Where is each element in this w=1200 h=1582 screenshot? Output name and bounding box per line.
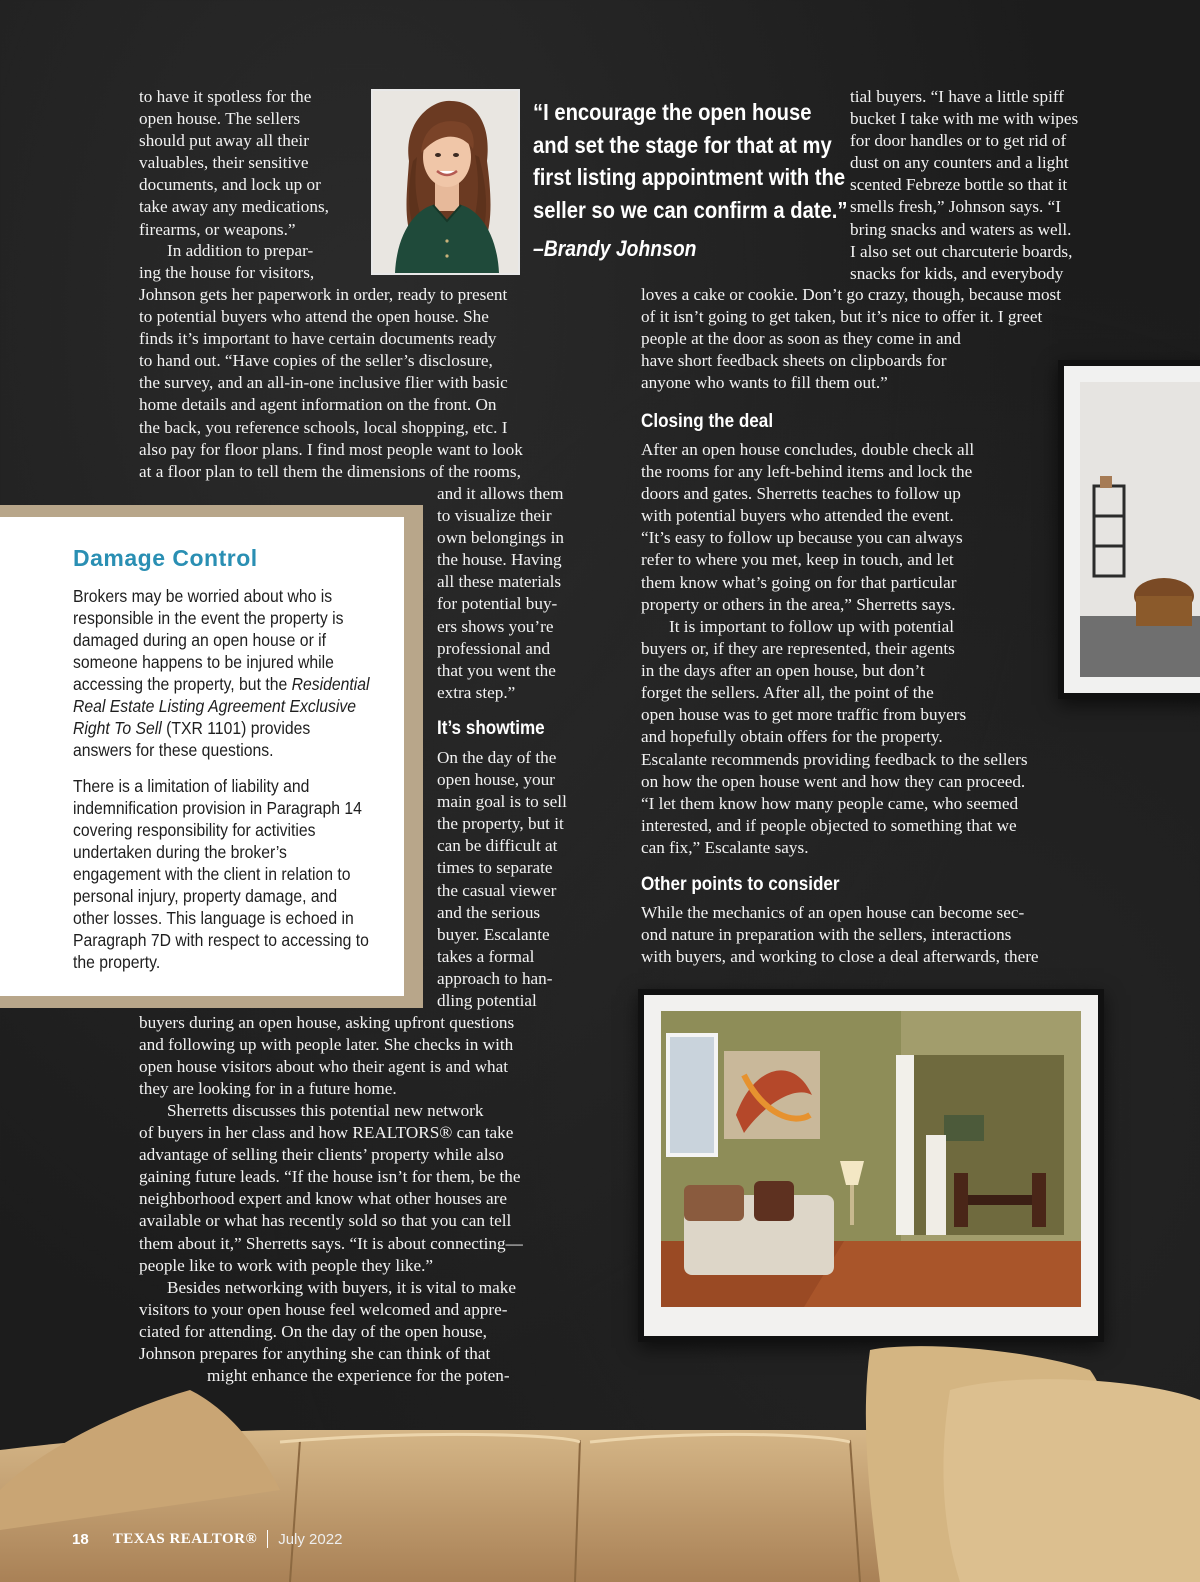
text-line: dust on any counters and a light <box>850 153 1069 173</box>
text-line: buyer. Escalante <box>437 924 550 944</box>
text-line: property or others in the area,” Sherretts says. <box>641 594 956 614</box>
text-line: the rooms for any left-behind items and lock the <box>641 462 973 482</box>
text-line: ond nature in preparation with the sellers, interactions <box>641 925 1012 945</box>
magazine-name: TEXAS REALTOR® <box>112 1530 258 1547</box>
text-line: take away any medications, <box>139 197 329 217</box>
text-line: Sherretts discusses this potential new network <box>167 1101 484 1120</box>
col1-last-line: might enhance the experience for the poten- <box>207 1366 510 1385</box>
text-line: neighborhood expert and know what other houses are <box>139 1189 507 1209</box>
col3-top <box>850 86 1130 285</box>
text-line: smells fresh,” Johnson says. “I <box>850 197 1061 217</box>
text-line: the casual viewer <box>437 880 557 900</box>
text-line: advantage of selling their clients’ property while also <box>139 1145 504 1165</box>
col1-p2-wide <box>139 284 599 483</box>
text-line: on how the open house went and how they can proceed. <box>641 771 1026 791</box>
text-line: bring snacks and waters as well. <box>850 219 1072 239</box>
text-line: On the day of the <box>437 748 557 767</box>
text-line: ciated for attending. On the day of the open house, <box>139 1322 487 1342</box>
text-line: times to separate <box>437 858 553 878</box>
col1-bottom <box>139 1012 599 1100</box>
quote-line: first listing appointment with the <box>533 164 846 190</box>
text-line: “It’s easy to follow up because you can always <box>641 528 963 548</box>
closing-p2 <box>641 616 1121 859</box>
text-line: ing the house for visitors, <box>139 263 315 283</box>
sidebar-body <box>73 585 370 987</box>
text-line: people at the door as soon as they come in and <box>641 329 961 349</box>
showtime-heading: It’s showtime <box>437 718 545 739</box>
text-line: should put away all their <box>139 131 309 151</box>
text-line: While the mechanics of an open house can become sec- <box>641 903 1025 922</box>
text-line: to have it spotless for the <box>139 87 312 106</box>
pull-quote <box>533 96 848 226</box>
text-line: the survey, and an all-in-one inclusive flier with basic <box>139 373 508 393</box>
text-line: tial buyers. “I have a little spiff <box>850 87 1064 106</box>
other-p <box>641 902 1121 968</box>
quote-line: “I encourage the open house <box>533 99 812 125</box>
text-line: for door handles or to get rid of <box>850 131 1067 151</box>
text-line: can fix,” Escalante says. <box>641 837 809 857</box>
text-line: and it allows them <box>437 484 564 503</box>
text-line: at a floor plan to tell them the dimensions of the rooms, <box>139 461 521 481</box>
text-line: main goal is to sell <box>437 792 567 812</box>
showtime-text <box>437 747 597 1012</box>
text-line: refer to where you met, keep in touch, and let <box>641 550 954 570</box>
issue-date: July 2022 <box>278 1530 343 1548</box>
text-line: with potential buyers who attended the event. <box>641 506 954 526</box>
sidebar-title: Damage Control <box>73 545 258 571</box>
text-line: the back, you reference schools, local shopping, etc. I <box>139 417 508 437</box>
text-line: and following up with people later. She checks in with <box>139 1035 514 1055</box>
text-line: documents, and lock up or <box>139 175 321 195</box>
text-line: “I let them know how many people came, who seemed <box>641 793 1019 813</box>
text-line: they are looking for in a future home. <box>139 1079 397 1099</box>
text-line: to hand out. “Have copies of the seller’s disclosure, <box>139 351 493 371</box>
text-line: in the days after an open house, but don’t <box>641 661 925 681</box>
text-line: also pay for floor plans. I find most people want to look <box>139 439 523 459</box>
text-line: can be difficult at <box>437 836 558 856</box>
col1-p2-narrow <box>139 240 364 284</box>
text-line: and hopefully obtain offers for the property. <box>641 727 943 747</box>
framed-photo-right <box>1058 360 1200 699</box>
damage-control-sidebar <box>0 517 404 996</box>
col1-p2-right <box>437 483 597 704</box>
page-number: 18 <box>72 1530 89 1548</box>
sidebar-paragraph-1 <box>73 585 373 761</box>
text-line: own belongings in <box>437 528 564 548</box>
text-line: to visualize their <box>437 506 552 526</box>
text-line: to potential buyers who attend the open house. She <box>139 307 489 327</box>
text-line: Besides networking with buyers, it is vital to make <box>167 1278 516 1297</box>
text-line: firearms, or weapons.” <box>139 219 296 239</box>
text-line: valuables, their sensitive <box>139 153 309 173</box>
text-line: open house. The sellers <box>139 109 301 129</box>
text-line: open house visitors about who their agent is and what <box>139 1057 508 1077</box>
living-room-photo <box>1064 366 1200 693</box>
text-line: finds it’s important to have certain documents ready <box>139 329 497 349</box>
sidebar-p1-text: Brokers may be worried about who is responsible in the event the property is damaged during an open house or if someone happens to be injured while accessing the property, but the <box>73 586 344 694</box>
sidebar-p1-after: (TXR 1101) provides answers for these questions. <box>73 718 311 760</box>
text-line: open house, your <box>437 770 555 790</box>
headshot-photo <box>371 89 520 275</box>
text-line: and the serious <box>437 902 541 922</box>
text-line: the property, but it <box>437 814 564 834</box>
text-line: extra step.” <box>437 682 516 702</box>
brandy-johnson-portrait <box>373 91 518 273</box>
text-line: that you went the <box>437 660 556 680</box>
other-heading: Other points to consider <box>641 874 840 895</box>
text-line: loves a cake or cookie. Don’t go crazy, though, because most <box>641 285 1062 304</box>
text-line: for potential buy- <box>437 594 558 614</box>
sidebar-paragraph-2: There is a limitation of liability and indemnification provision in Paragraph 14 covering responsibility for activities undertaken during the broker’s engagement with the client in relation to personal injury, property damage, and other losses. This language is echoed in Paragraph 7D with respect to accessing to the property. <box>73 776 369 972</box>
quote-author: –Brandy Johnson <box>533 236 697 261</box>
text-line: buyers or, if they are represented, their agents <box>641 639 955 659</box>
text-line: anyone who wants to fill them out.” <box>641 373 888 393</box>
text-line: visitors to your open house feel welcomed and appre- <box>139 1300 508 1320</box>
text-line: It is important to follow up with potential <box>669 617 954 636</box>
quote-line: seller so we can confirm a date.” <box>533 196 848 223</box>
closing-heading: Closing the deal <box>641 411 774 432</box>
text-line: home details and agent information on the front. On <box>139 395 497 415</box>
text-line: the house. Having <box>437 550 562 570</box>
text-line: bucket I take with me with wipes <box>850 109 1079 129</box>
quote-line: and set the stage for that at my <box>533 131 832 158</box>
text-line: available or what has recently sold so that you can tell <box>139 1211 512 1231</box>
text-line: dling potential <box>437 991 537 1011</box>
text-line: professional and <box>437 638 551 658</box>
text-line: with buyers, and working to close a deal afterwards, there <box>641 947 1039 967</box>
text-line: After an open house concludes, double check all <box>641 440 975 459</box>
text-line: snacks for kids, and everybody <box>850 263 1064 283</box>
text-line: Johnson gets her paperwork in order, ready to present <box>139 285 508 304</box>
text-line: Escalante recommends providing feedback to the sellers <box>641 749 1028 769</box>
text-line: of it isn’t going to get taken, but it’s nice to offer it. I greet <box>641 307 1043 327</box>
text-line: buyers during an open house, asking upfront questions <box>139 1013 515 1032</box>
text-line: I also set out charcuterie boards, <box>850 241 1073 261</box>
text-line: takes a formal <box>437 946 535 966</box>
text-line: them know what’s going on for that particular <box>641 572 957 592</box>
text-line: open house was to get more traffic from buyers <box>641 705 967 725</box>
text-line: people like to work with people they like.” <box>139 1255 434 1275</box>
footer-divider <box>267 1530 268 1548</box>
room-interior-photo <box>644 995 1098 1336</box>
text-line: doors and gates. Sherretts teaches to follow up <box>641 484 961 504</box>
text-line: approach to han- <box>437 968 553 988</box>
text-line: Johnson prepares for anything she can think of that <box>139 1344 491 1364</box>
text-line: gaining future leads. “If the house isn’t for them, be the <box>139 1167 521 1187</box>
text-line: scented Febreze bottle so that it <box>850 175 1068 195</box>
framed-photo-room <box>638 989 1104 1342</box>
text-line: all these materials <box>437 572 562 592</box>
text-line: have short feedback sheets on clipboards for <box>641 351 947 371</box>
col1-sherretts <box>139 1100 599 1277</box>
page-footer <box>72 1530 342 1548</box>
text-line: them about it,” Sherretts says. “It is about connecting— <box>139 1233 523 1253</box>
text-line: of buyers in her class and how REALTORS® can take <box>139 1123 514 1143</box>
text-line: interested, and if people objected to something that we <box>641 815 1017 835</box>
text-line: In addition to prepar- <box>167 241 314 260</box>
col1-top <box>139 86 364 241</box>
text-line: ers shows you’re <box>437 616 554 636</box>
text-line: forget the sellers. After all, the point of the <box>641 683 934 703</box>
sidebar-p1-italic: Residential Real Estate Listing Agreement Exclusive Right To Sell <box>73 674 370 738</box>
closing-p1 <box>641 439 1061 616</box>
